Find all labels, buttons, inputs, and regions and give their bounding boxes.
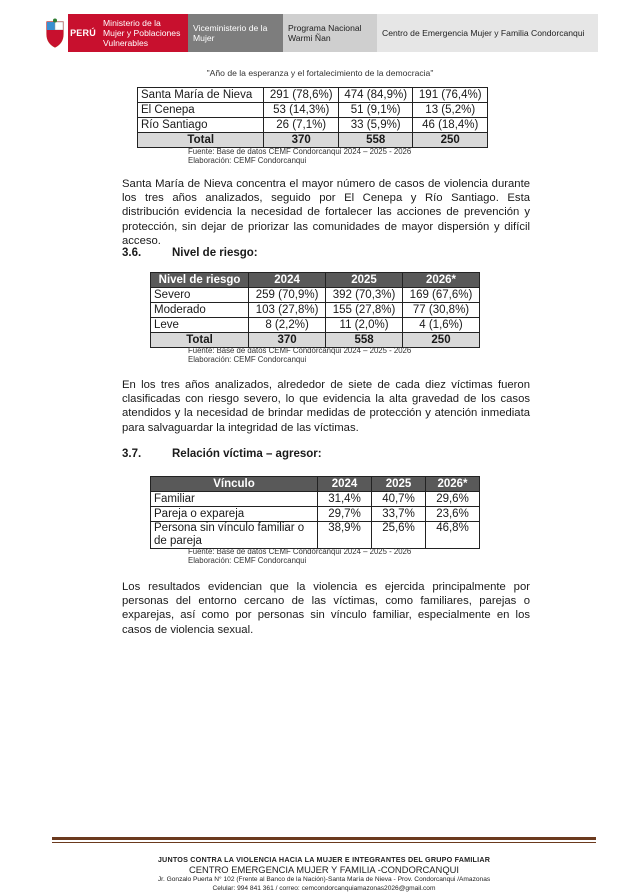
table-row bbox=[138, 118, 488, 133]
table-cell: 558 bbox=[338, 133, 413, 148]
table-cell: 558 bbox=[326, 333, 403, 348]
table-cell: 29,7% bbox=[318, 507, 372, 522]
footer-divider bbox=[52, 842, 596, 843]
table-header-row bbox=[151, 273, 480, 288]
table-cell: 33,7% bbox=[372, 507, 426, 522]
table-cell: 250 bbox=[403, 333, 480, 348]
program-label: Programa Nacional Warmi Ñan bbox=[283, 14, 377, 52]
table-cell: 191 (76,4%) bbox=[413, 88, 488, 103]
table-cell: 370 bbox=[249, 333, 326, 348]
table-cell: El Cenepa bbox=[138, 103, 264, 118]
table-cell: Total bbox=[138, 133, 264, 148]
column-header: 2025 bbox=[372, 477, 426, 492]
table-cell: 40,7% bbox=[372, 492, 426, 507]
table-cell: 46,8% bbox=[426, 522, 480, 549]
paragraph: Los resultados evidencian que la violencia es ejercida principalmente por personas del entorno cercano de las víctimas, como familiares, parejas o exparejas, así como por personas sin vínculo familiar, especialmente en los casos de violencia sexual. bbox=[122, 581, 530, 636]
footer-divider bbox=[52, 837, 596, 840]
table-cell: Persona sin vínculo familiar o de pareja bbox=[151, 522, 318, 549]
source-line: Fuente: Base de datos CEMF Condorcanqui 2024 – 2025 - 2026 bbox=[188, 547, 412, 556]
table-cell: 77 (30,8%) bbox=[403, 303, 480, 318]
table-cell: Leve bbox=[151, 318, 249, 333]
column-header: 2026* bbox=[426, 477, 480, 492]
table-source bbox=[188, 346, 411, 364]
elaboration-line: Elaboración: CEMF Condorcanqui bbox=[188, 156, 307, 165]
table-cell: 38,9% bbox=[318, 522, 372, 549]
table-cell: 474 (84,9%) bbox=[338, 88, 413, 103]
table-row bbox=[151, 288, 480, 303]
column-header: Nivel de riesgo bbox=[151, 273, 249, 288]
table-cell: 291 (78,6%) bbox=[264, 88, 339, 103]
victim-aggressor-table bbox=[150, 476, 480, 549]
table-cell: 25,6% bbox=[372, 522, 426, 549]
table-cell: 33 (5,9%) bbox=[338, 118, 413, 133]
footer-center-name: CENTRO EMERGENCIA MUJER Y FAMILIA -CONDORCANQUI bbox=[189, 864, 459, 875]
table-cell: 169 (67,6%) bbox=[403, 288, 480, 303]
section-number: 3.7. bbox=[122, 448, 142, 460]
table-cell: 13 (5,2%) bbox=[413, 103, 488, 118]
column-header: 2025 bbox=[326, 273, 403, 288]
viceministry-label: Viceministerio de la Mujer bbox=[188, 14, 283, 52]
table-cell: 155 (27,8%) bbox=[326, 303, 403, 318]
table-cell: 46 (18,4%) bbox=[413, 118, 488, 133]
table-row bbox=[151, 318, 480, 333]
table-cell: Severo bbox=[151, 288, 249, 303]
source-line: Fuente: Base de datos CEMF Condorcanqui 2024 – 2025 - 2026 bbox=[188, 346, 412, 355]
table-row bbox=[138, 103, 488, 118]
table-cell: 26 (7,1%) bbox=[264, 118, 339, 133]
peru-label: PERÚ bbox=[68, 14, 98, 52]
table-cell: 53 (14,3%) bbox=[264, 103, 339, 118]
column-header: 2026* bbox=[403, 273, 480, 288]
year-motto: "Año de la esperanza y el fortalecimiento de la democracia" bbox=[206, 68, 434, 78]
table-cell: Río Santiago bbox=[138, 118, 264, 133]
table-cell: Santa María de Nieva bbox=[138, 88, 264, 103]
table-cell: 8 (2,2%) bbox=[249, 318, 326, 333]
column-header: 2024 bbox=[249, 273, 326, 288]
table-cell: 370 bbox=[264, 133, 339, 148]
table-row bbox=[151, 507, 480, 522]
table-cell: 259 (70,9%) bbox=[249, 288, 326, 303]
table-cell: 23,6% bbox=[426, 507, 480, 522]
table-cell: Total bbox=[151, 333, 249, 348]
table-row bbox=[151, 303, 480, 318]
table-header-row bbox=[151, 477, 480, 492]
table-cell: 392 (70,3%) bbox=[326, 288, 403, 303]
column-header: 2024 bbox=[318, 477, 372, 492]
risk-level-table bbox=[150, 272, 480, 348]
paragraph: En los tres años analizados, alrededor de siete de cada diez víctimas fueron clasificadas con riesgo severo, lo que evidencia la alta gravedad de los casos atendidos y la necesidad de brindar medidas de protección y atención inmediata para salvaguardar la integridad de las víctimas. bbox=[122, 379, 530, 434]
table-cell: 11 (2,0%) bbox=[326, 318, 403, 333]
table-cell: Pareja o expareja bbox=[151, 507, 318, 522]
table-cell: 51 (9,1%) bbox=[338, 103, 413, 118]
table-row bbox=[151, 522, 480, 549]
elaboration-line: Elaboración: CEMF Condorcanqui bbox=[188, 355, 307, 364]
district-table bbox=[137, 87, 488, 148]
section-title: Nivel de riesgo: bbox=[172, 247, 258, 259]
table-row bbox=[151, 492, 480, 507]
table-row bbox=[138, 88, 488, 103]
elaboration-line: Elaboración: CEMF Condorcanqui bbox=[188, 556, 307, 565]
table-cell: Moderado bbox=[151, 303, 249, 318]
footer-slogan: JUNTOS CONTRA LA VIOLENCIA HACIA LA MUJER E INTEGRANTES DEL GRUPO FAMILIAR bbox=[157, 855, 491, 864]
source-line: Fuente: Base de datos CEMF Condorcanqui 2024 – 2025 - 2026 bbox=[188, 147, 412, 156]
table-cell: 31,4% bbox=[318, 492, 372, 507]
column-header: Vínculo bbox=[151, 477, 318, 492]
table-source bbox=[188, 147, 411, 165]
section-heading bbox=[122, 247, 258, 259]
table-cell: Familiar bbox=[151, 492, 318, 507]
footer-address: Jr. Gonzalo Puerta N° 102 (Frente al Banco de la Nación)-Santa María de Nieva - Prov. Condorcanqui /Amazonas bbox=[157, 876, 491, 883]
section-number: 3.6. bbox=[122, 247, 142, 259]
paragraph: Santa María de Nieva concentra el mayor número de casos de violencia durante los tres años analizados, seguido por El Cenepa y Río Santiago. Esta distribución evidencia la necesidad de fortalecer las acciones de prevención y protección, sin dejar de priorizar las comunidades de mayor dispersión y difícil acceso. bbox=[122, 178, 530, 247]
page-header bbox=[42, 14, 598, 52]
table-cell: 29,6% bbox=[426, 492, 480, 507]
table-total-row bbox=[138, 133, 488, 148]
footer-contact: Celular: 994 841 361 / correo: cemcondorcanquiamazonas2026@gmail.com bbox=[212, 885, 436, 892]
table-source bbox=[188, 547, 411, 565]
section-title: Relación víctima – agresor: bbox=[172, 448, 322, 460]
table-cell: 4 (1,6%) bbox=[403, 318, 480, 333]
center-label: Centro de Emergencia Mujer y Familia Condorcanqui bbox=[377, 14, 598, 52]
table-cell: 250 bbox=[413, 133, 488, 148]
coat-of-arms-icon bbox=[42, 14, 68, 52]
section-heading bbox=[122, 448, 322, 460]
ministry-label: Ministerio de la Mujer y Poblaciones Vulnerables bbox=[98, 14, 188, 52]
table-cell: 103 (27,8%) bbox=[249, 303, 326, 318]
